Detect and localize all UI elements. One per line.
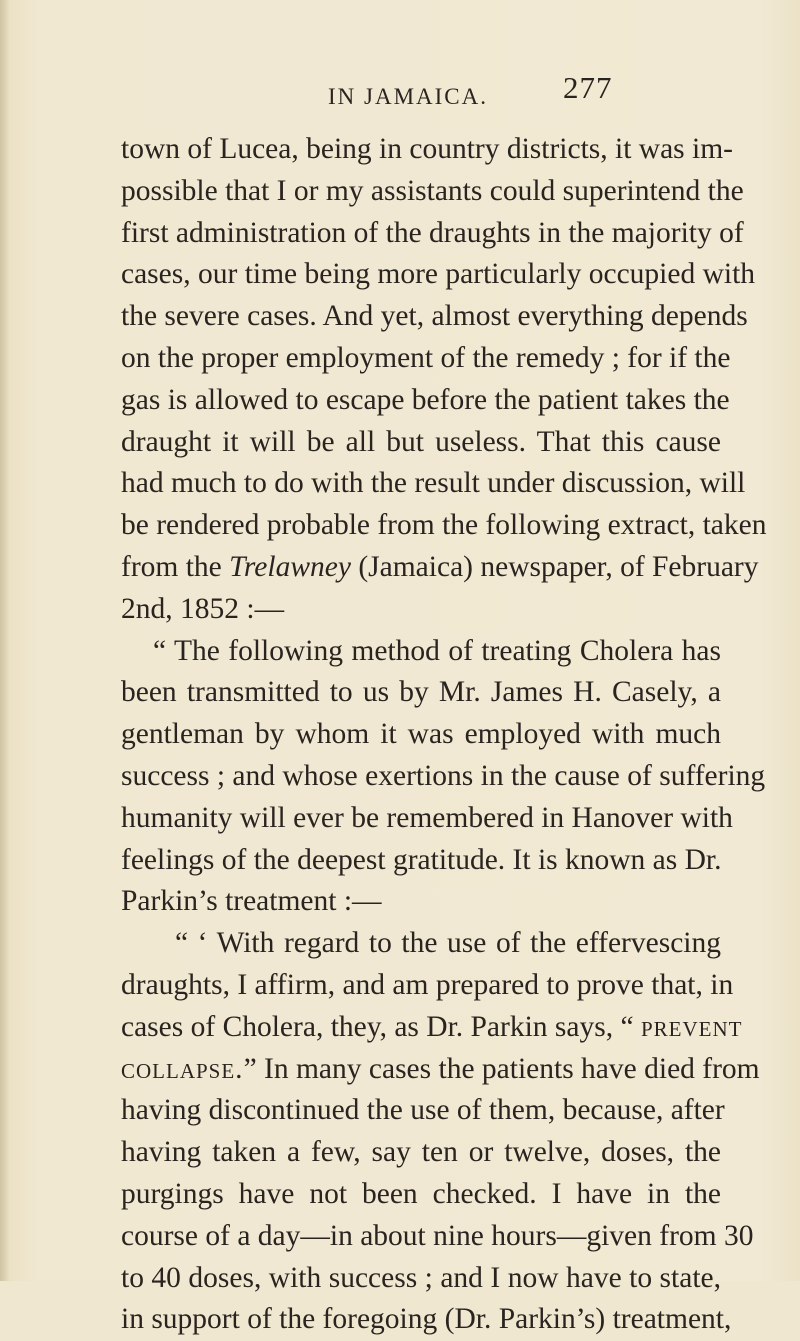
text-line: the severe cases. And yet, almost everything depends [121,300,748,333]
text-line: having taken a few, say ten or twelve, doses, the [121,1136,721,1169]
text-line: been transmitted to us by Mr. James H. Casely, a [121,676,721,709]
page-binding-shadow [0,0,10,1281]
text-line: had much to do with the result under discussion, will [121,467,746,500]
newspaper-title: Trelawney [229,550,351,583]
text-line: to 40 doses, with success ; and I now have to state, [121,1261,721,1294]
text-line: first administration of the draughts in the majority of [121,216,744,249]
text-line: purgings have not been checked. I have in the [121,1177,721,1210]
text-line: “ ‘ With regard to the use of the effervescing [175,927,721,960]
text-line: draught it will be all but useless. That this cause [121,425,721,458]
text-run: ” In many cases the patients have died from [243,1052,760,1085]
text-run: (Jamaica) newspaper, of February [350,550,759,583]
text-run: from the [121,550,230,583]
text-line: feelings of the deepest gratitude. It is known as Dr. [121,843,722,876]
text-line: on the proper employment of the remedy ; for if the [121,341,731,374]
text-line [121,1049,760,1091]
text-line: 2nd, 1852 :— [121,592,285,625]
text-line: draughts, I affirm, and am prepared to prove that, in [121,968,734,1001]
text-line: town of Lucea, being in country districts, it was im- [121,133,733,165]
text-line: possible that I or my assistants could superintend the [121,174,744,207]
text-line [121,547,759,589]
text-line: cases, our time being more particularly occupied with [121,258,756,291]
page-number: 277 [563,70,613,105]
text-line: gas is allowed to escape before the patient takes the [121,383,730,416]
text-line: humanity will ever be remembered in Hanover with [121,801,733,834]
body-text [121,129,767,1341]
running-head [0,70,800,114]
text-run: cases of Cholera, they, as Dr. Parkin says, “ [121,1010,641,1043]
text-line: success ; and whose exertions in the cause of suffering [121,759,766,792]
text-line: Parkin’s treatment :— [121,885,382,918]
text-line [121,1007,743,1049]
text-line: course of a day—in about nine hours—given from 30 [121,1219,754,1252]
text-line: gentleman by whom it was employed with much [121,718,721,751]
text-line: having discontinued the use of them, because, after [121,1094,725,1127]
text-line: be rendered probable from the following extract, taken [121,509,767,542]
running-head-title: IN JAMAICA. [328,84,488,109]
smallcaps-word: prevent [640,1010,743,1043]
smallcaps-word: collapse. [121,1052,244,1085]
text-line: in support of the foregoing (Dr. Parkin’s) treatment, [121,1303,732,1336]
text-line: “ The following method of treating Cholera has [153,634,721,667]
